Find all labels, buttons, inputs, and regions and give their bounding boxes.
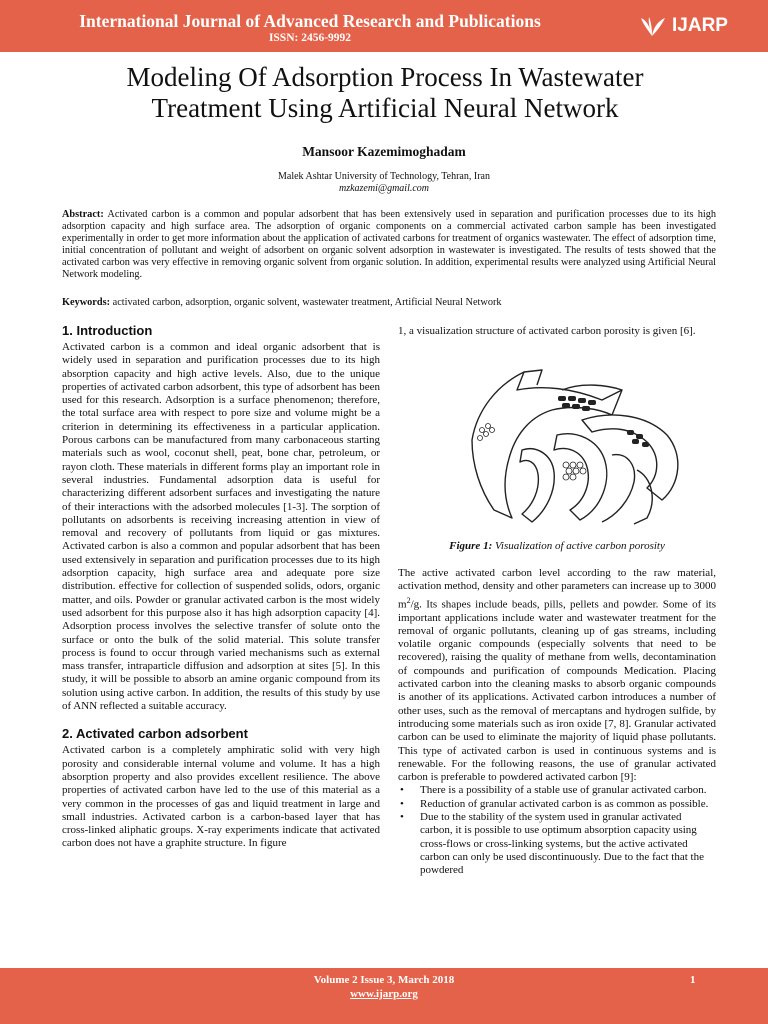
superscript: 2 xyxy=(406,595,411,605)
page-footer xyxy=(0,968,768,1024)
keywords-text: activated carbon, adsorption, organic solvent, wastewater treatment, Artificial Neural Network xyxy=(112,297,502,308)
right-column-bottom xyxy=(398,567,716,877)
title-line-1: Modeling Of Adsorption Process In Wastewater xyxy=(126,62,644,92)
list-item: • There is a possibility of a stable use of granular activated carbon. xyxy=(420,784,716,797)
left-column xyxy=(62,323,380,851)
right-column-top xyxy=(398,325,716,338)
list-item: • Due to the stability of the system used in granular activated carbon, it is possible to use optimum absorption capacity using cross-flows or cross-linking systems, but the active activated carbon can only be used discontinuously. Due to the fact that the powdered xyxy=(420,811,716,877)
logo-text: IJARP xyxy=(672,15,728,36)
abstract-label: Abstract: xyxy=(62,209,104,220)
journal-header xyxy=(0,0,768,52)
title-line-2: Treatment Using Artificial Neural Network xyxy=(151,93,619,123)
carbon-porosity-figure xyxy=(462,360,692,530)
reasons-list xyxy=(398,784,716,877)
activated-carbon-text: Activated carbon is a completely amphiratic solid with very high porosity and considerable internal volume and volume. It has a high absorption property and also provides excellent resilience. The above properties of activated carbon have led to the use of this material as a very common in the processes of gas and liquid treatment in large and small industries. Activated carbon is a carbon-based layer that has cross-linked aliphatic groups. X-ray experiments indicate that activated carbon does not have a graphite structure. In figure xyxy=(62,744,380,850)
leaf-logo-icon xyxy=(638,14,668,38)
journal-title: International Journal of Advanced Research and Publications xyxy=(79,11,541,31)
figure-label: Figure 1: xyxy=(449,540,493,552)
keywords xyxy=(62,297,716,309)
footer-url[interactable]: www.ijarp.org xyxy=(350,988,418,1000)
author-name: Mansoor Kazemimoghadam xyxy=(302,144,466,159)
section-heading-introduction: 1. Introduction xyxy=(62,323,153,338)
introduction-text: Activated carbon is a common and ideal organic adsorbent that is widely used in separation and purification processes due to its high absorption capacity and high active levels. Also, due to the unique properties of activated carbon adsorbent, this type of adsorbent has been used for this research. Adsorption is a surface phenomenon; therefore, the total surface area with respect to pore size and volume might be a criterion in determining its effectiveness in a particular application. Porous carbons can be manufactured from many carbonaceous starting materials such as wool, coconut shell, peat, bone char, petroleum, or rayon cloth. These materials in different forms play an important role in several industries. Fundamental adsorption data is useful for characterizing different adsorbent surfaces and investigating the nature of their interactions with the adsorbed molecules [1-3]. The sorption of pollutants on adsorbents is receiving increasing attention in view of removal and recovery of pollutants from liquid or gas mixtures. Activated carbon is also a common and popular adsorbent that has been used extensively in separation and purification processes due to its high adsorption capacity, high surface area and adequate pore size distribution. effective for collection of suspended solids, odors, organic matter, and oils. Powder or granular activated carbon is the most widely used adsorbent for this purpose also it has high adsorption capacity [4]. Adsorption process involves the selective transfer of solute onto the surface or onto the bulk of the solid material. This solute transfer process is found to occur through varied mechanisms such as external mass transfer, intraparticle diffusion and adsorption at sites [5]. In this study, it will be possible to absorb an amine organic compound from its solution using active carbon. In addition, the results of this study by use of ANN reflected a suitable accuracy. xyxy=(62,341,380,713)
applications-text-a: The active activated carbon level according to the raw material, activation method, density and other parameters can increase up to 3000 m xyxy=(398,567,716,611)
figure-reference-text: 1, a visualization structure of activated carbon porosity is given [6]. xyxy=(398,325,696,337)
applications-text xyxy=(398,567,716,784)
applications-text-b: /g. Its shapes include beads, pills, pellets and powder. Some of its important applications include water and wastewater treatment for the removal of organic pollutants, cleaning up of gas streams, including volatile organic compounds (especially solvents that need to be recovered), raising the quality of methane from wells, decontamination of compounds and purification of compounds Medication. Placing activated carbon into the cleaning masks to absorb organic compounds is another of its applications. Activated carbon introduces a number of other uses, such as the removal of mercaptans and hydrogen sulfide, by introducing some materials such as iron oxide [7, 8]. Granular activated carbon can be used to eliminate the majority of liquid phase pollutants. This type of activated carbon is used in continuous systems and is renewable. For the following reasons, the use of granular activated carbon is preferable to powdered activated carbon [9]: xyxy=(398,598,716,784)
author-email: mzkazemi@gmail.com xyxy=(338,183,430,194)
section-heading-activated-carbon: 2. Activated carbon adsorbent xyxy=(62,726,248,742)
figure-caption-text: Visualization of active carbon porosity xyxy=(494,540,665,552)
page-number: 1 xyxy=(690,974,696,986)
journal-issn: ISSN: 2456-9992 xyxy=(268,32,352,44)
abstract-text: Activated carbon is a common and popular adsorbent that has been extensively used in separation and purification processes due to its high adsorption capacity and high surface area. The adsorption of organic components on a commercial activated carbon sample has been investigated experimentally in order to get more information about the application of activated carbons for treatment of organics wastewater. The effect of adsorption time, initial concentration of pollutant and weight of adsorbent on organic solvent adsorption in wastewater is investigated. The results of tests showed that the activated carbon was very effective in removing organic solvent from organic solution. In addition, experimental results were analyzed using Artificial Neural Network modeling. xyxy=(62,209,717,280)
abstract xyxy=(62,209,716,280)
footer-volume: Volume 2 Issue 3, March 2018 xyxy=(313,974,455,986)
keywords-label: Keywords: xyxy=(62,297,111,308)
paper-title xyxy=(40,62,730,124)
author-affiliation: Malek Ashtar University of Technology, Tehran, Iran xyxy=(278,171,490,182)
list-item: • Reduction of granular activated carbon is as common as possible. xyxy=(420,798,716,811)
figure-caption xyxy=(398,540,716,552)
journal-logo xyxy=(638,13,728,39)
